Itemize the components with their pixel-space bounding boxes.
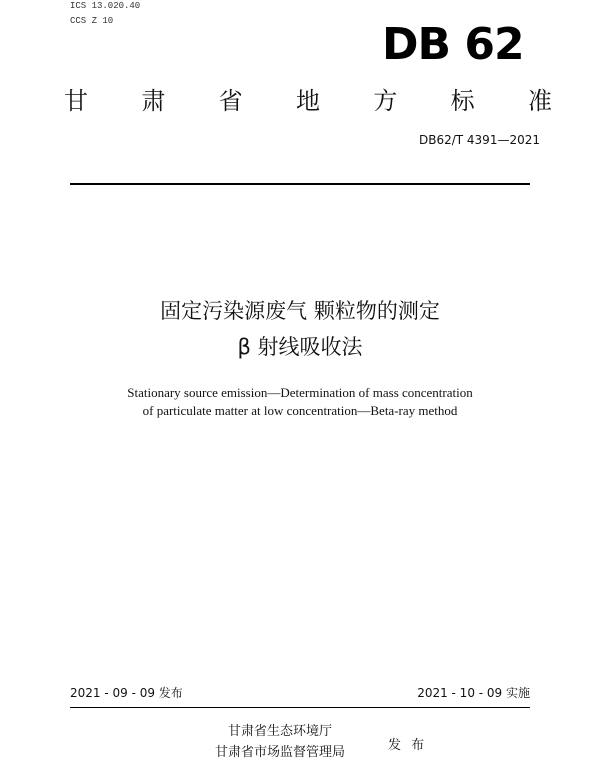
title-chinese-line-1: 固定污染源废气 颗粒物的测定	[160, 299, 440, 323]
standard-number: DB62/T 4391—2021	[418, 133, 540, 147]
title-english-line-2: of particulate matter at low concentration—Beta-ray method	[142, 403, 458, 418]
footer-divider	[70, 707, 530, 708]
doc-type-char: 标	[450, 87, 475, 115]
title-english-line-1: Stationary source emission—Determination of mass concentration	[127, 385, 473, 400]
doc-type-char: 准	[527, 87, 552, 115]
publish-label: 发 布	[388, 738, 428, 753]
doc-type-char: 方	[373, 87, 398, 115]
header-divider	[70, 183, 530, 185]
issuer-market-regulation-bureau: 甘肃省市场监督管理局	[214, 745, 345, 760]
db-logo: DB 62	[382, 19, 524, 70]
ics-code: ICS 13.020.40	[70, 1, 141, 11]
doc-type-char: 肃	[141, 87, 166, 115]
issue-date: 2021 - 09 - 09 发布	[70, 686, 183, 700]
title-chinese-line-2: β 射线吸收法	[237, 335, 363, 359]
document-type-heading	[64, 86, 552, 116]
doc-type-char: 甘	[64, 87, 88, 115]
implementation-date: 2021 - 10 - 09 实施	[417, 686, 530, 700]
doc-type-char: 省	[218, 87, 243, 115]
issuer-ecology-department: 甘肃省生态环境厅	[227, 724, 332, 739]
doc-type-char: 地	[295, 87, 320, 115]
ccs-code: CCS Z 10	[70, 16, 114, 26]
